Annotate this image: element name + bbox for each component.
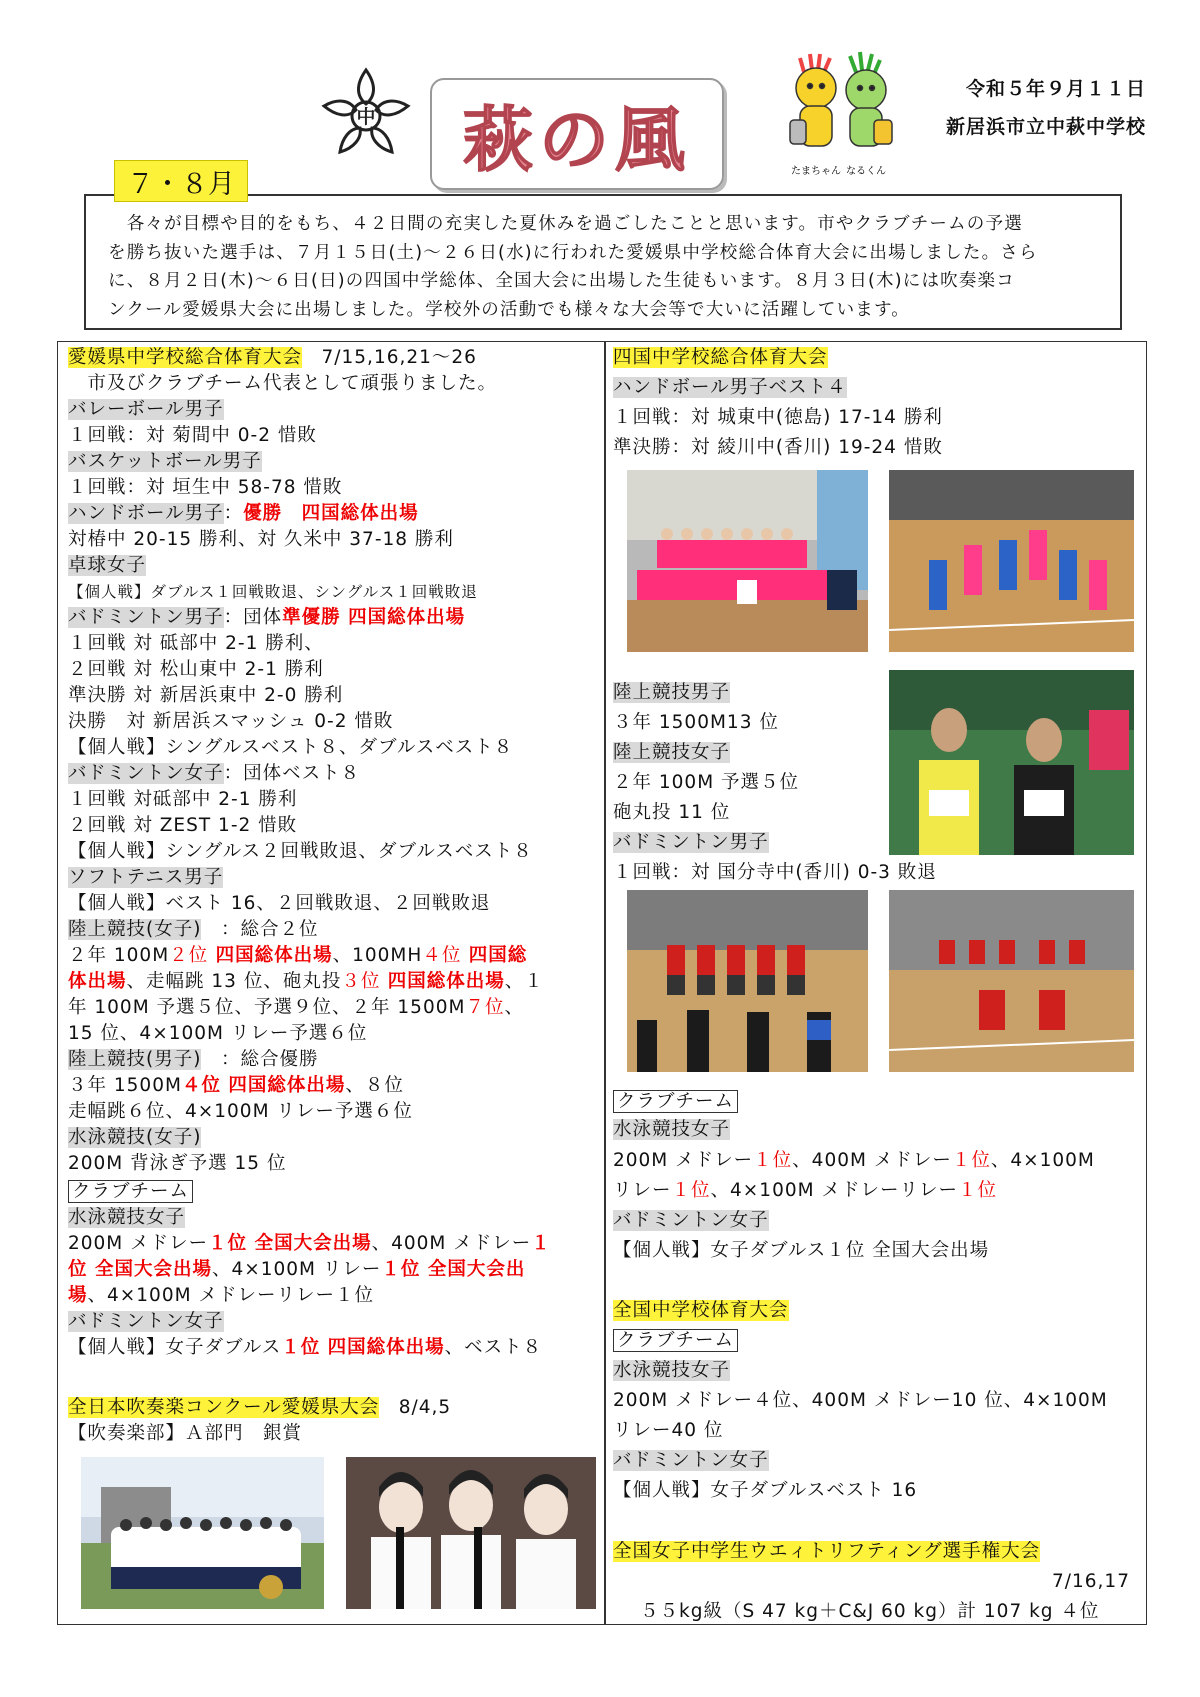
zenkoku-swim-heading: 水泳競技女子 [613,1360,731,1381]
zenkoku-club-heading: クラブチーム [613,1328,738,1354]
ehime-sub: 市及びクラブチーム代表として頑張りました。 [68,373,498,394]
emblem-char: 中 [356,106,376,128]
trackw-result: ２年 100M２位 四国総体出場、100MH４位 四国総 [68,945,528,966]
badminton-lineup-photo [627,890,868,1072]
shikoku-trackw-result: 砲丸投 11 位 [613,802,731,823]
shikoku-trackw-heading: 陸上競技女子 [613,742,731,763]
volley-result: １回戦：対 菊間中 0-2 惜敗 [68,425,317,446]
trackm-result: ３年 1500M４位 四国総体出場、８位 [68,1075,404,1096]
tt-heading: 卓球女子 [68,555,147,576]
ehime-heading: 愛媛県中学校総合体育大会 7/15,16,21～26 [68,347,477,368]
swimw-result: 200M 背泳ぎ予選 15 位 [68,1153,287,1174]
tt-result: 【個人戦】ダブルス１回戦敗退、シングルス１回戦敗退 [68,583,478,601]
club-heading: クラブチーム [68,1179,193,1205]
volley-heading: バレーボール男子 [68,399,224,420]
mascot-name-2: なるくん [846,166,886,177]
badw-heading: バドミントン女子：団体ベスト８ [68,763,361,784]
badw-result: 【個人戦】シングルス２回戦敗退、ダブルスベスト８ [68,841,533,862]
intro-line: に、８月２日(木)～６日(日)の四国中学総体、全国大会に出場した生徒もいます。８月３日(木)には吹奏楽コ [108,271,1015,291]
trackm-heading: 陸上競技(男子) ：総合優勝 [68,1049,319,1070]
shikoku-hand-heading: ハンドボール男子ベスト４ [613,377,847,398]
hand-heading: ハンドボール男子：優勝 四国総体出場 [68,503,419,524]
school-emblem [320,66,412,158]
lift-heading: 全国女子中学生ウエィトリフティング選手権大会 [613,1541,1041,1562]
badminton-match-photo [889,890,1134,1072]
handball-team-photo [627,470,868,652]
soft-result: 【個人戦】ベスト 16、２回戦敗退、２回戦敗退 [68,893,491,914]
band-result: 【吹奏楽部】Ａ部門 銀賞 [68,1423,303,1444]
shikoku-heading: 四国中学校総合体育大会 [613,347,828,368]
zenkoku-swim-result: 200M メドレー４位、400M メドレー10 位、4×100M [613,1390,1108,1411]
intro-box [84,194,1122,330]
month-tag: ７・８月 [114,160,248,202]
intro-line: 各々が目標や目的をもち、４２日間の充実した夏休みを過ごしたことと思います。市やクラブチームの予選 [108,214,1023,234]
intro-line: ンクール愛媛県大会に出場しました。学校外の活動でも様々な大会等で大いに活躍しています。 [108,299,910,320]
club-bad-result: 【個人戦】女子ダブルス１位 四国総体出場、ベスト８ [68,1337,543,1358]
zenkoku-swim-result: リレー40 位 [613,1420,724,1441]
handball-match-photo [889,470,1134,652]
mascots [786,48,900,186]
track-runners-photo [889,670,1134,855]
school-name: 新居浜市立中萩中学校 [945,116,1146,138]
club-swim-result: 200M メドレー１位 全国大会出場、400M メドレー１ [68,1233,551,1254]
badm-result: ２回戦 対 松山東中 2-1 勝利 [68,659,324,680]
badm-result: 【個人戦】シングルスベスト８、ダブルスベスト８ [68,737,514,758]
hand-result: 対椿中 20-15 勝利、対 久米中 37-18 勝利 [68,529,454,550]
mascot-name-1: たまちゃん [791,166,841,177]
shikoku-hand-result: 準決勝：対 綾川中(香川) 19-24 惜敗 [613,437,943,458]
badm-heading: バドミントン男子：団体準優勝 四国総体出場 [68,607,466,628]
club-bad-heading: バドミントン女子 [68,1311,224,1332]
shikoku-swim-result: 200M メドレー１位、400M メドレー１位、4×100M [613,1150,1095,1171]
basket-result: １回戦：対 垣生中 58-78 惜敗 [68,477,343,498]
zenkoku-heading: 全国中学校体育大会 [613,1300,789,1321]
club-swim-result: 場、4×100M メドレーリレー１位 [68,1285,374,1306]
basket-heading: バスケットボール男子 [68,451,262,472]
badm-result: １回戦 対 砥部中 2-1 勝利、 [68,633,324,654]
lift-result: ５５kg級（S 47 kg＋C&J 60 kg）計 107 kg ４位 [640,1601,1100,1622]
shikoku-bad-heading: バドミントン女子 [613,1210,769,1231]
shikoku-trackm-result: ３年 1500M13 位 [613,712,779,733]
intro-line: を勝ち抜いた選手は、７月１５日(土)～２６日(水)に行われた愛媛県中学校総合体育大会に出場しました。さら [108,242,1038,263]
soft-heading: ソフトテニス男子 [68,867,224,888]
trackw-result: 年 100M 予選５位、予選９位、２年 1500M７位、 [68,997,524,1018]
shikoku-trackw-result: ２年 100M 予選５位 [613,772,800,793]
badm-result: 準決勝 対 新居浜東中 2-0 勝利 [68,685,344,706]
club-swim-heading: 水泳競技女子 [68,1207,186,1228]
shikoku-trackm-heading: 陸上競技男子 [613,682,731,703]
band-group-photo [81,1457,324,1609]
column-divider [604,341,606,1625]
swimw-heading: 水泳競技(女子) [68,1127,202,1148]
shikoku-bad-result: 【個人戦】女子ダブルス１位 全国大会出場 [613,1240,990,1261]
shikoku-club-heading: クラブチーム [613,1089,738,1115]
badw-result: １回戦 対砥部中 2-1 勝利 [68,789,298,810]
trackw-result: 体出場、走幅跳 13 位、砲丸投３位 四国総体出場、１ [68,971,544,992]
shikoku-swim-result: リレー１位、4×100M メドレーリレー１位 [613,1180,997,1201]
shikoku-badm-result: １回戦：対 国分寺中(香川) 0-3 敗退 [613,862,937,883]
shikoku-swim-heading: 水泳競技女子 [613,1119,731,1140]
zenkoku-bad-heading: バドミントン女子 [613,1450,769,1471]
trackm-result: 走幅跳６位、4×100M リレー予選６位 [68,1101,413,1122]
trackw-heading: 陸上競技(女子) ：総合２位 [68,919,319,940]
band-members-photo [346,1457,596,1609]
shikoku-hand-result: １回戦：対 城東中(徳島) 17-14 勝利 [613,407,943,428]
badw-result: ２回戦 対 ZEST 1-2 惜敗 [68,815,298,836]
lift-dates: 7/16,17 [1052,1571,1130,1592]
newsletter-title: 萩の風 [430,78,724,190]
issue-date: 令和５年９月１１日 [965,78,1146,100]
shikoku-badm-heading: バドミントン男子 [613,832,769,853]
club-swim-result: 位 全国大会出場、4×100M リレー１位 全国大会出 [68,1259,526,1280]
zenkoku-bad-result: 【個人戦】女子ダブルスベスト 16 [613,1480,918,1501]
band-heading: 全日本吹奏楽コンクール愛媛県大会 8/4,5 [68,1397,452,1418]
badm-result: 決勝 対 新居浜スマッシュ 0-2 惜敗 [68,711,394,732]
trackw-result: 15 位、4×100M リレー予選６位 [68,1023,368,1044]
